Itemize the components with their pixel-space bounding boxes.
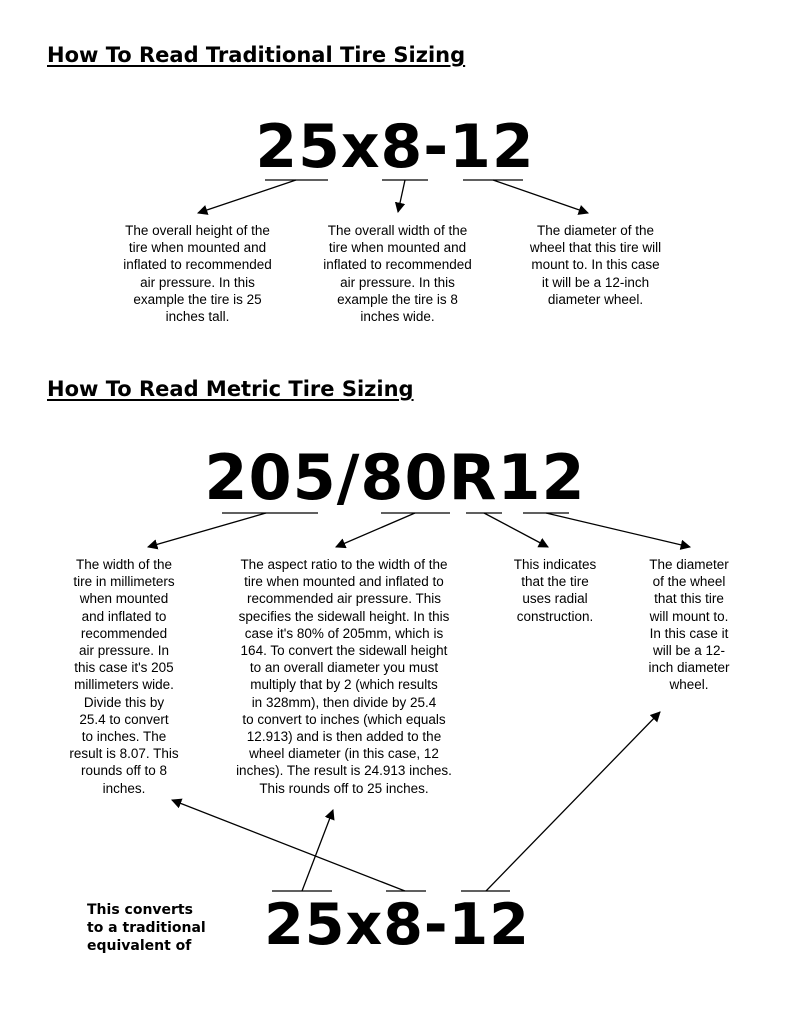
metric-radial-description: This indicates that the tire uses radial construction. xyxy=(513,557,597,624)
traditional-tire-size: 25x8-12 xyxy=(255,112,535,182)
traditional-wheel-description: The diameter of the wheel that this tire will mount to. In this case it will be a 12-inch diameter wheel. xyxy=(529,223,662,307)
metric-wheel-description: The diameter of the wheel that this tire will mount to. In this case it will be a 12- inch diameter wheel. xyxy=(648,557,730,693)
metric-tire-size: 205/80R12 xyxy=(204,441,586,514)
traditional-width-description: The overall width of the tire when mounted and inflated to recommended air pressure. In this example the tire is 8 inches wide. xyxy=(323,223,472,325)
converted-tire-size: 25x8-12 xyxy=(264,892,530,958)
metric-width-description: The width of the tire in millimeters when mounted and inflated to recommended air pressure. In this case it's 205 millimeters wide. Divide this by 25.4 to convert to inches. The result is 8.07. This rounds off to 8 inches. xyxy=(69,557,179,796)
conversion-note: This converts to a traditional equivalent of xyxy=(87,902,206,954)
traditional-height-description: The overall height of the tire when mounted and inflated to recommended air pressure. In this example the tire is 25 inches tall. xyxy=(123,223,272,325)
traditional-heading: How To Read Traditional Tire Sizing xyxy=(47,43,466,67)
metric-heading: How To Read Metric Tire Sizing xyxy=(47,377,414,401)
metric-aspect-ratio-description: The aspect ratio to the width of the tire when mounted and inflated to recommended air pressure. This specifies the sidewall height. In this case it's 80% of 205mm, which is 164. To convert the sidewall height to an overall diameter you must multiply that by 2 (which results in 328mm), then divide by 25.4 to convert to inches (which equals 12.913) and is then added to the wheel diameter (in this case, 12 inches). The result is 24.913 inches. This rounds off to 25 inches. xyxy=(236,557,452,796)
